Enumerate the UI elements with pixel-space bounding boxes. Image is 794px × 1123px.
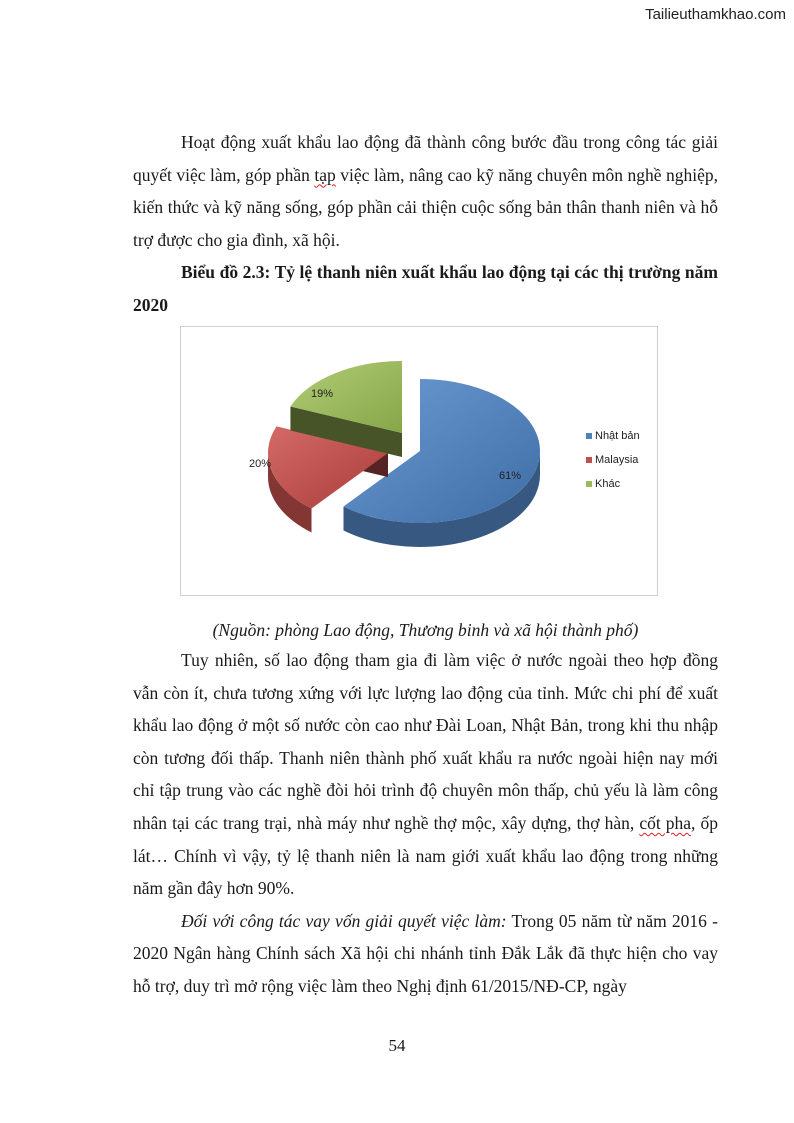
legend-label-1: Nhật bản (595, 430, 640, 442)
spellcheck-word: tạp (314, 164, 336, 185)
pie-chart (180, 326, 658, 596)
legend-swatch-1 (586, 433, 592, 439)
data-label-2: 20% (249, 458, 272, 470)
legend-swatch-3 (586, 481, 592, 487)
text-block-bottom (133, 644, 718, 1003)
paragraph-3: Đối với công tác vay vốn giải quyết việc làm: Trong 05 năm từ năm 2016 - 2020 Ngân hàng Chính sách Xã hội chi nhánh tỉnh Đắk Lắk đã thực hiện cho vay hỗ trợ, duy trì mở rộng việc làm theo Nghị định 61/2015/NĐ-CP, ngày (133, 910, 718, 996)
data-label-1: 61% (499, 470, 522, 482)
legend-label-2: Malaysia (595, 454, 639, 466)
italic-lead: Đối với công tác vay vốn giải quyết việc làm: (181, 910, 507, 931)
data-label-3: 19% (311, 388, 334, 400)
source-note: (Nguồn: phòng Lao động, Thương binh và xã hội thành phố) (212, 620, 639, 640)
spellcheck-word: cốt pha (639, 812, 692, 833)
chart-caption: Biểu đồ 2.3: Tỷ lệ thanh niên xuất khẩu lao động tại các thị trường năm 2020 (133, 262, 718, 315)
text-block-top (133, 126, 718, 322)
legend-label-3: Khác (595, 478, 621, 490)
page-number: 54 (388, 1036, 406, 1055)
watermark: Tailieuthamkhao.com (645, 6, 786, 23)
paragraph-2: Tuy nhiên, số lao động tham gia đi làm việc ở nước ngoài theo hợp đồng vẫn còn ít, chưa tương xứng với lực lượng lao động của tỉnh. Mức chi phí để xuất khẩu lao động ở một số nước còn cao như Đài Loan, Nhật Bản, trong khi thu nhập còn tương đối thấp. Thanh niên thành phố xuất khẩu ra nước ngoài hiện nay mới chỉ tập trung vào các nghề đòi hỏi trình độ chuyên môn thấp, chủ yếu là làm công nhân tại các trang trại, nhà máy như nghề thợ mộc, xây dựng, thợ hàn, cốt pha, ốp lát… Chính vì vậy, tỷ lệ thanh niên là nam giới xuất khẩu lao động trong những năm gần đây hơn 90%. (133, 650, 719, 899)
source-note-wrap (133, 612, 718, 647)
paragraph-1: Hoạt động xuất khẩu lao động đã thành công bước đầu trong công tác giải quyết việc làm, góp phần tạp việc làm, nâng cao kỹ năng chuyên môn nghề nghiệp, kiến thức và kỹ năng sống, góp phần cải thiện cuộc sống bản thân thanh niên và hỗ trợ được cho gia đình, xã hội. (133, 132, 718, 250)
legend-swatch-2 (586, 457, 592, 463)
